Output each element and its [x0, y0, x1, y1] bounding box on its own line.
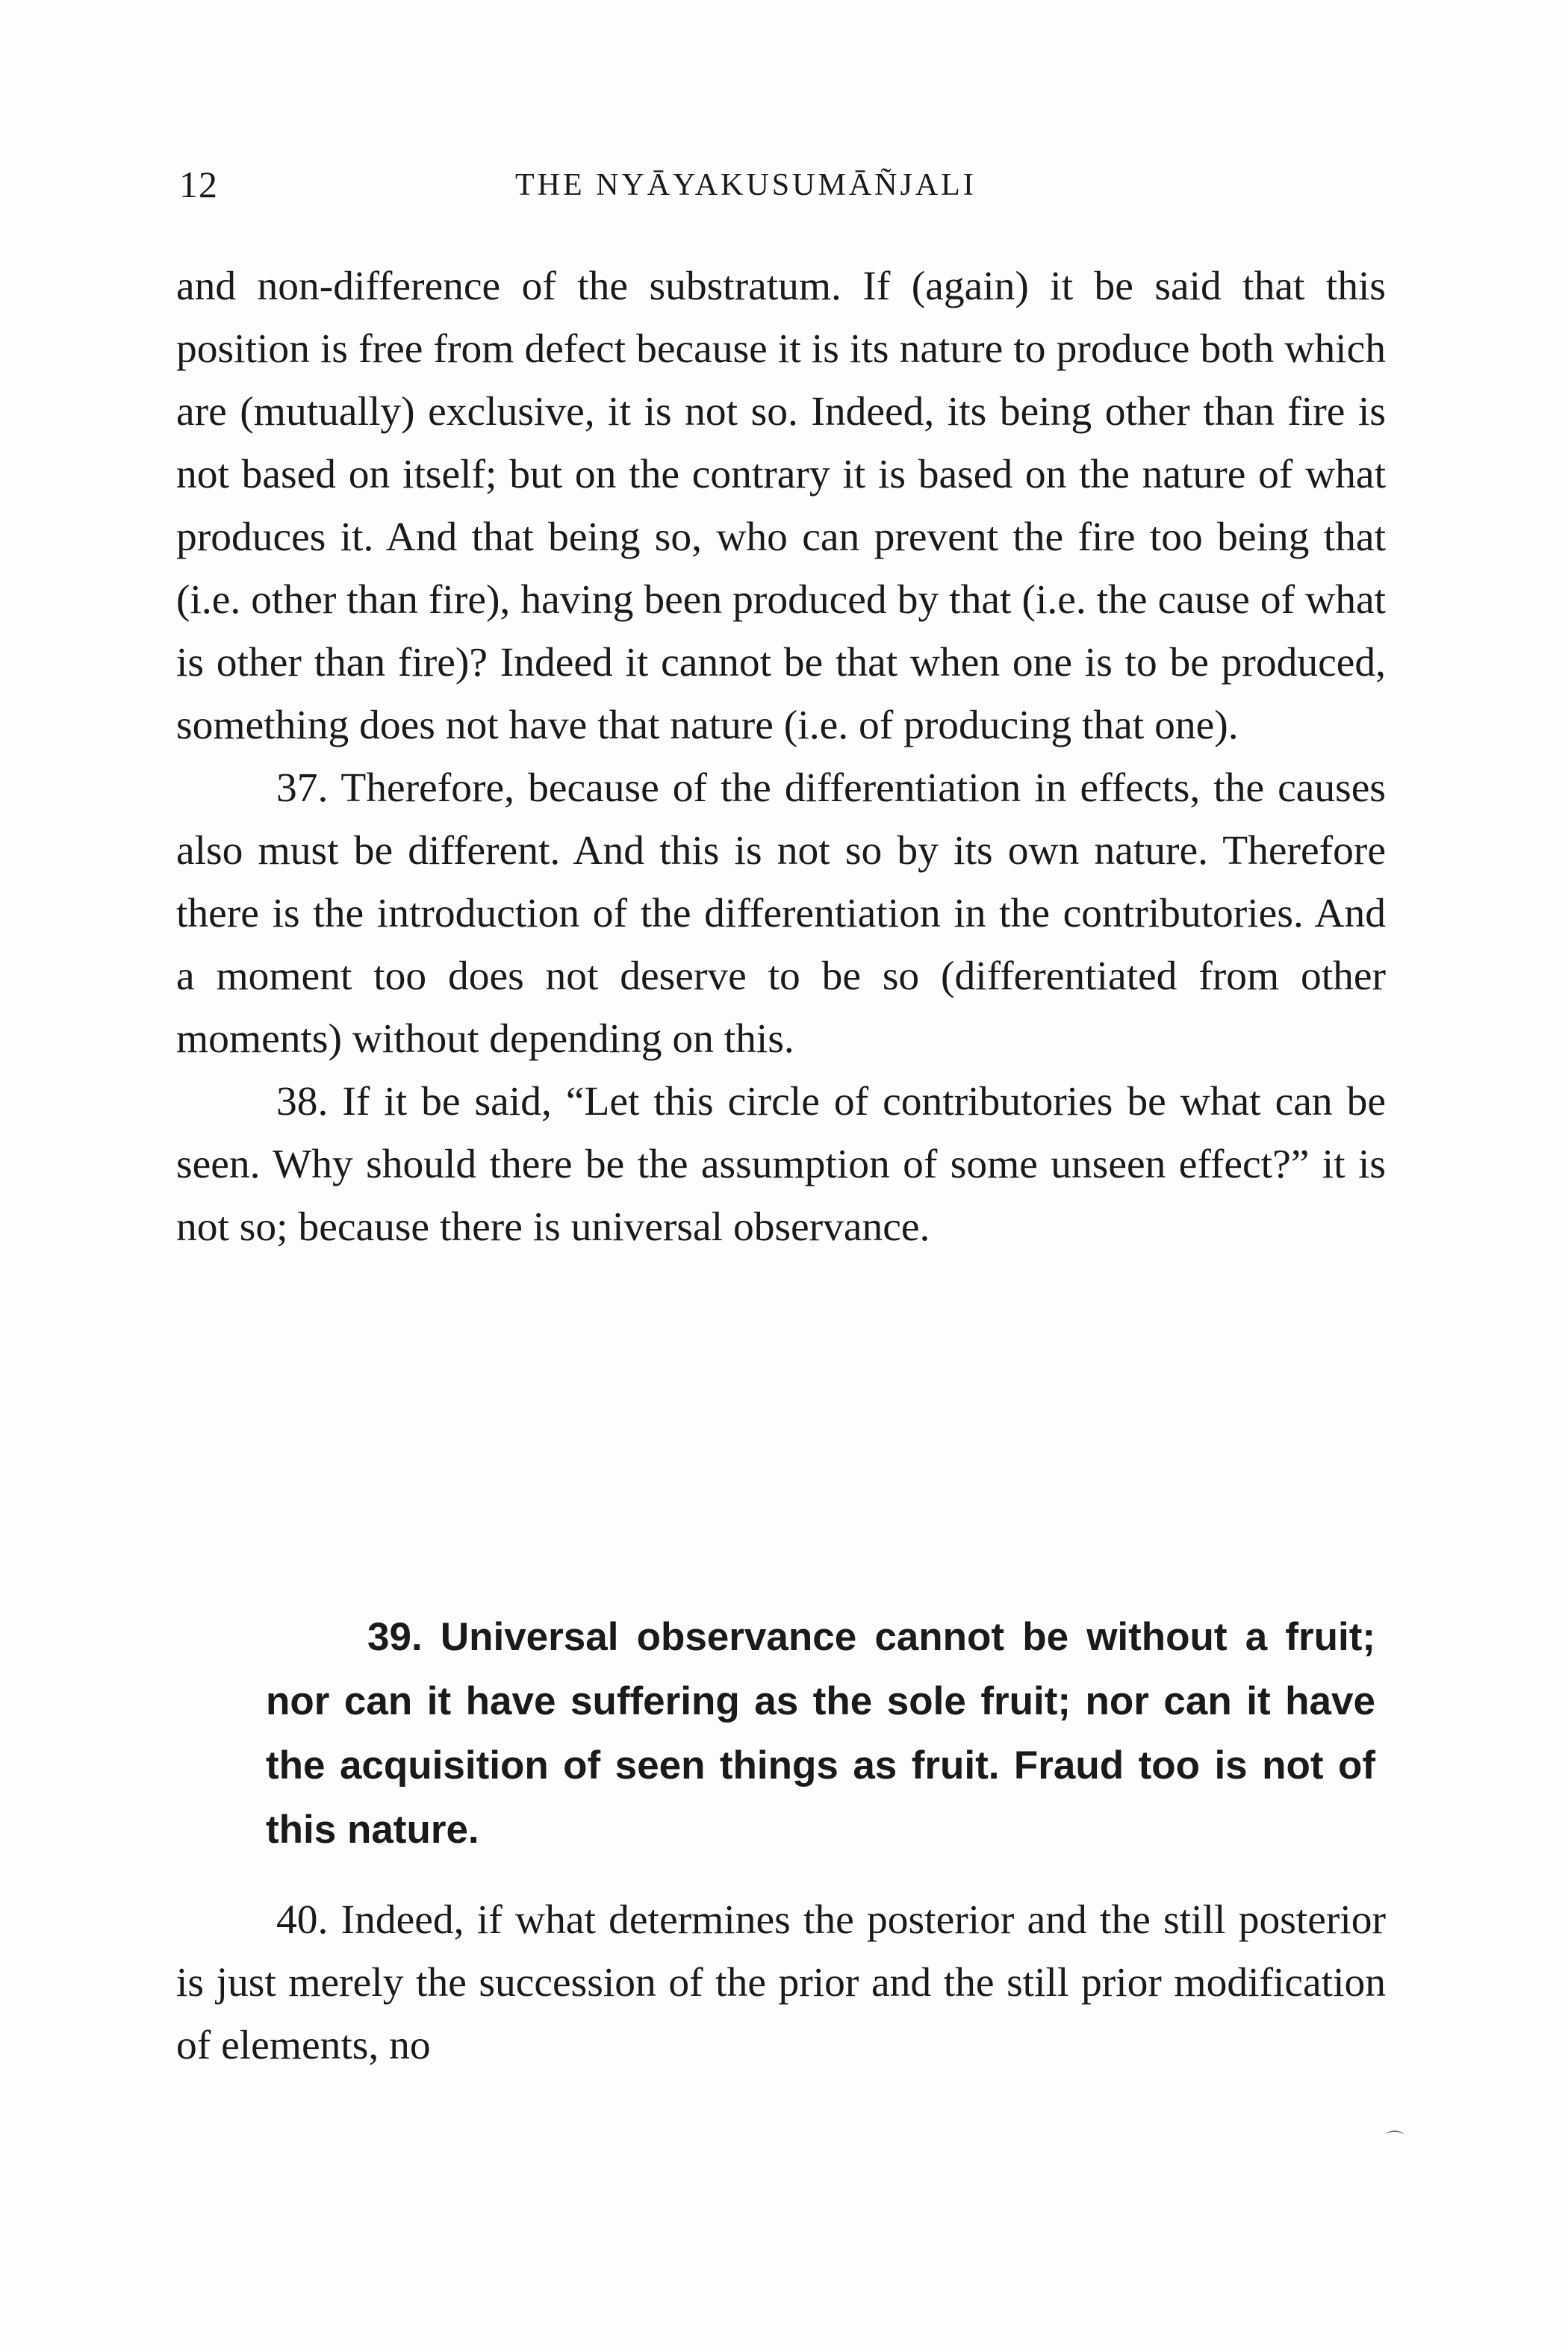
paragraph-40: 40. Indeed, if what determines the posterior and the still posterior is just merely the succession of the prior and the still prior modification of elements, no	[176, 1897, 1386, 2068]
paragraph-intro: and non-difference of the substratum. If (again) it be said that this position is free from defect because it is its nature to produce both which are (mutually) exclusive, it is not so. Indeed, its being other than fire is not based on itself; but on the contrary it is based on the nature of what produces it. And that being so, who can prevent the fire too being that (i.e. other than fire), having been produced by that (i.e. the cause of what is other than fire)? Indeed it cannot be that when one is to be produced, something does not have that nature (i.e. of producing that one).	[176, 264, 1386, 748]
verse-39	[266, 1605, 1375, 1862]
continuation-text	[176, 1889, 1386, 2077]
running-head: THE NYĀYAKUSUMĀÑJALI	[515, 168, 977, 202]
main-text	[176, 255, 1386, 1259]
paragraph-37: 37. Therefore, because of the differentiation in effects, the causes also must be different. And this is not so by its own nature. Therefore there is the introduction of the differentiation in the contributories. And a moment too does not deserve to be so (differentiated from other moments) without depending on this.	[176, 765, 1386, 1062]
paragraph-38: 38. If it be said, “Let this circle of contributories be what can be seen. Why should there be the assumption of some unseen effect?” it is not so; because there is universal observance.	[176, 1079, 1386, 1250]
ornament-mark: ⌒	[1386, 2131, 1404, 2150]
page-header	[179, 163, 1404, 215]
verse-39-text: 39. Universal observance cannot be without a fruit; nor can it have suffering as the sole fruit; nor can it have the acquisition of seen things as fruit. Fraud too is not of this nature.	[266, 1615, 1375, 1852]
page-number: 12	[179, 164, 218, 205]
